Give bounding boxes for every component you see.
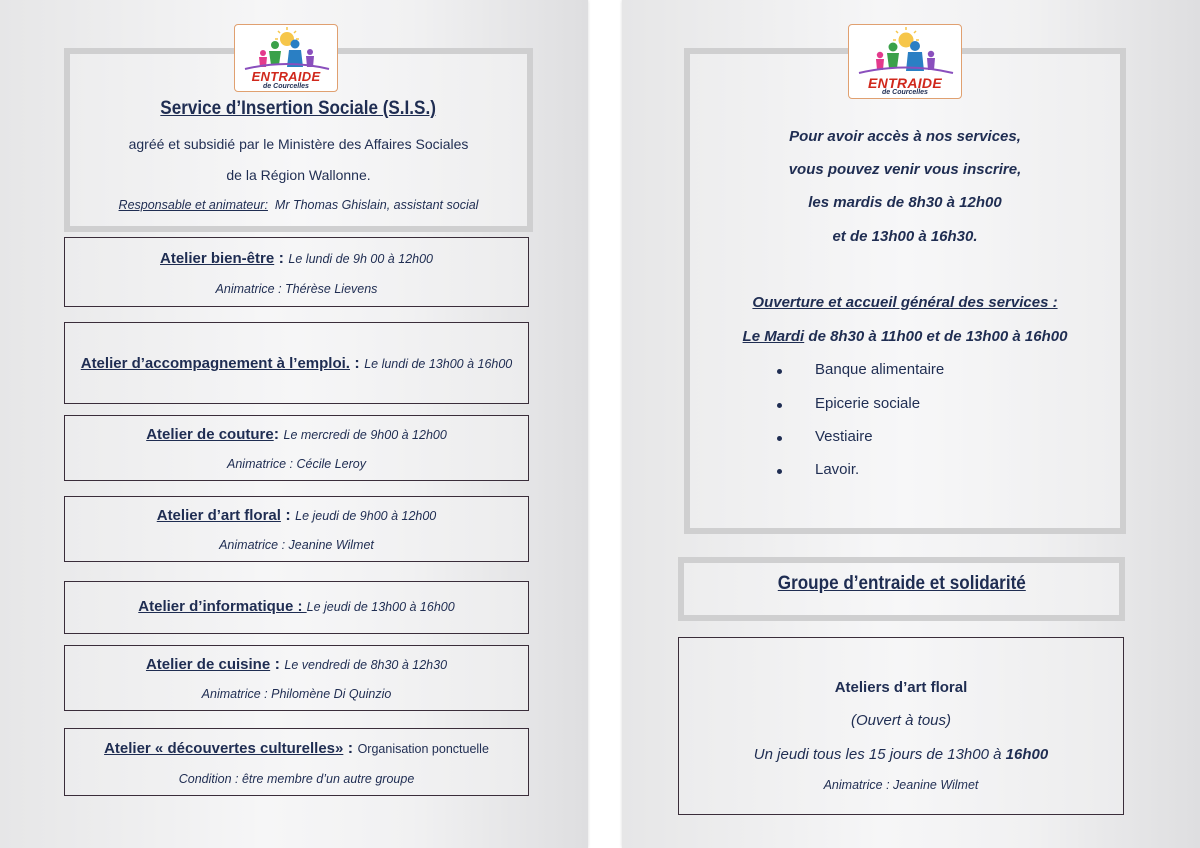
group-title-text: Groupe d’entraide et solidarité [777, 573, 1026, 594]
entraide-logo [848, 24, 962, 99]
atelier-sep: : [349, 355, 365, 372]
access-frame [684, 48, 1126, 534]
atelier-name: Atelier d’art floral [156, 507, 281, 524]
family-sun-icon [235, 25, 339, 71]
service-label: Lavoir. [815, 461, 860, 478]
atelier-sep: : [270, 656, 285, 673]
bullet-icon [777, 369, 782, 374]
atelier-card [64, 728, 529, 796]
atelier-schedule: Le jeudi de 13h00 à 16h00 [306, 600, 455, 614]
atelier-card [64, 415, 529, 481]
service-item [815, 395, 920, 412]
floral-schedule-end: 16h00 [1005, 746, 1049, 763]
atelier-animatrice: Animatrice : Cécile Leroy [227, 457, 366, 471]
access-line2: vous pouvez venir vous inscrire, [788, 161, 1022, 178]
group-title-frame [678, 557, 1125, 621]
atelier-name: Atelier bien-être [160, 250, 275, 267]
service-item [815, 428, 873, 445]
atelier-name: Atelier « découvertes culturelles» [104, 740, 344, 757]
atelier-name: Atelier de couture [146, 426, 274, 443]
sis-responsable [64, 198, 533, 212]
atelier-card [64, 322, 529, 404]
atelier-card [64, 496, 529, 562]
logo-name: ENTRAIDE [868, 75, 942, 91]
service-item [815, 461, 859, 478]
atelier-card [64, 237, 529, 307]
responsable-label: Responsable et animateur: [118, 198, 268, 212]
atelier-card [64, 645, 529, 711]
atelier-name: Atelier d’informatique : [138, 598, 307, 615]
responsable-value: Mr Thomas Ghislain, assistant social [274, 198, 479, 212]
service-label: Epicerie sociale [815, 395, 921, 412]
service-label: Banque alimentaire [815, 361, 945, 378]
bullet-icon [777, 436, 782, 441]
bullet-icon [777, 403, 782, 408]
atelier-sep: : [280, 507, 296, 524]
service-item [815, 361, 944, 378]
access-line3: les mardis de 8h30 à 12h00 [808, 194, 1002, 211]
atelier-heading [65, 355, 528, 373]
atelier-sep: : [274, 250, 289, 267]
group-title [684, 573, 1119, 595]
opening-day: Le Mardi [742, 328, 805, 345]
opening-hours-text: de 8h30 à 11h00 et de 13h00 à 16h00 [804, 328, 1068, 345]
atelier-animatrice: Animatrice : Jeanine Wilmet [219, 538, 374, 552]
atelier-heading [65, 507, 528, 525]
logo-subtitle: de Courcelles [882, 89, 928, 96]
sis-line2: de la Région Wallonne. [226, 167, 371, 183]
sis-line1: agréé et subsidié par le Ministère des Affaires Sociales [128, 136, 469, 152]
access-line4: et de 13h00 à 16h30. [832, 228, 978, 245]
floral-schedule [679, 746, 1123, 763]
atelier-sep: : [273, 426, 284, 443]
atelier-schedule: Le mercredi de 9h00 à 12h00 [283, 428, 447, 442]
atelier-animatrice: Condition : être membre d’un autre groupe [178, 772, 415, 786]
floral-open: (Ouvert à tous) [850, 712, 952, 729]
access-line1: Pour avoir accès à nos services, [789, 128, 1021, 145]
family-sun-icon [849, 25, 963, 75]
opening-hours [684, 328, 1126, 345]
sis-title [64, 98, 533, 120]
floral-card [678, 637, 1124, 815]
entraide-logo [234, 24, 338, 92]
floral-schedule-prefix: Un jeudi tous les 15 jours de 13h00 à [753, 746, 1006, 763]
atelier-heading [65, 598, 528, 616]
right-page [622, 0, 1200, 848]
opening-title: Ouverture et accueil général des services : [752, 294, 1058, 311]
atelier-sep: : [343, 740, 358, 757]
atelier-name: Atelier d’accompagnement à l’emploi. [80, 355, 350, 372]
atelier-heading [65, 740, 528, 758]
bullet-icon [777, 469, 782, 474]
atelier-animatrice: Animatrice : Thérèse Lievens [215, 282, 378, 296]
atelier-schedule: Le lundi de 9h 00 à 12h00 [288, 252, 433, 266]
atelier-heading [65, 426, 528, 444]
floral-animatrice: Animatrice : Jeanine Wilmet [823, 778, 979, 792]
atelier-heading [65, 656, 528, 674]
logo-name: ENTRAIDE [251, 69, 321, 84]
floral-title: Ateliers d’art floral [834, 679, 968, 696]
atelier-schedule: Organisation ponctuelle [357, 742, 489, 756]
atelier-schedule: Le jeudi de 9h00 à 12h00 [295, 509, 437, 523]
atelier-card [64, 581, 529, 634]
logo-subtitle: de Courcelles [263, 83, 309, 90]
atelier-schedule: Le vendredi de 8h30 à 12h30 [284, 658, 448, 672]
service-label: Vestiaire [815, 428, 873, 445]
atelier-heading [65, 250, 528, 268]
atelier-schedule: Le lundi de 13h00 à 16h00 [364, 357, 513, 371]
left-page [0, 0, 588, 848]
atelier-name: Atelier de cuisine [145, 656, 271, 673]
atelier-animatrice: Animatrice : Philomène Di Quinzio [201, 687, 392, 701]
sis-title-text: Service d’Insertion Sociale (S.I.S.) [160, 98, 437, 119]
